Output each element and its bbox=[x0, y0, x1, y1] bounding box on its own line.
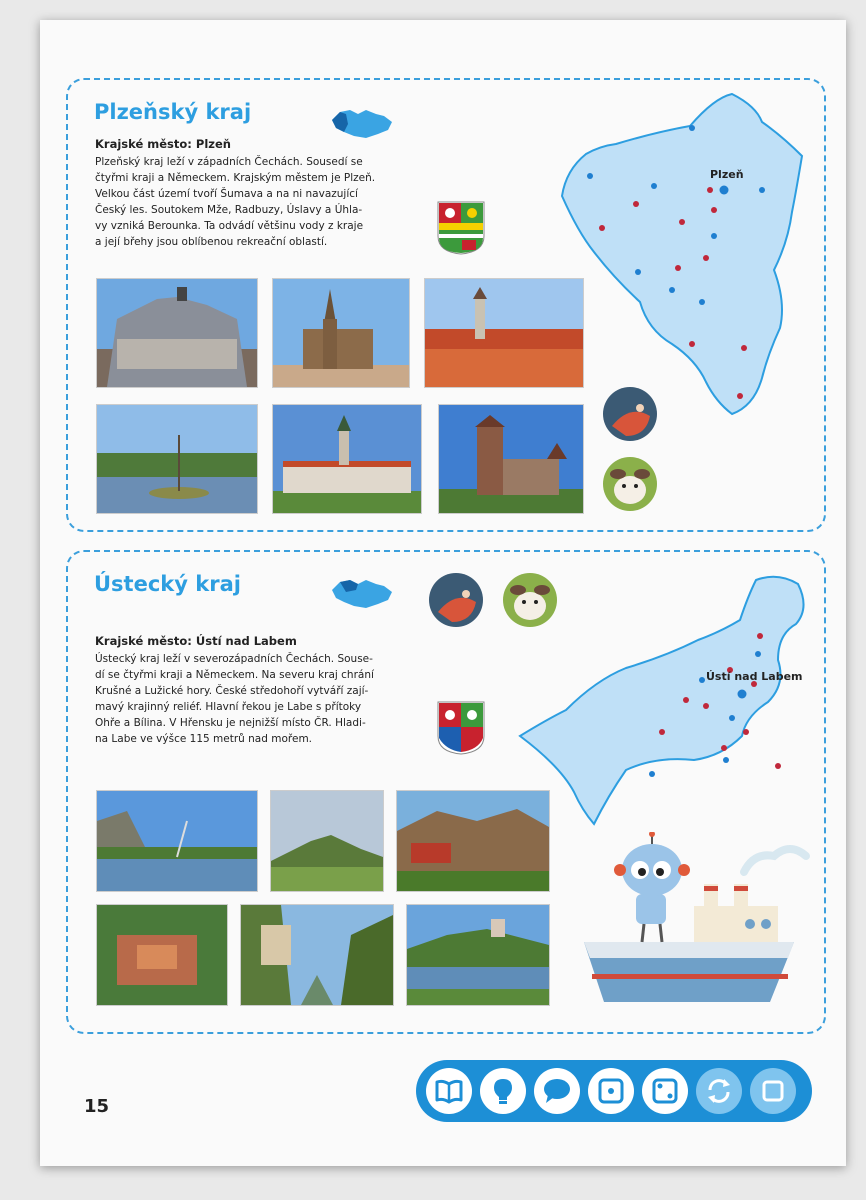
book-icon bbox=[426, 1068, 472, 1114]
section-description: Ústecký kraj leží v severozápadních Čechách. Sousе- dí se čtyřmi kraji a Německem. Na severu kraj chrání Krušné a Lužické hory. České středohoří vytváří zají- mavý krajinný reliéf. Hlavní řekou je Labe s přítoky Ohře a Bílina. V Hřensku je nejnižší místo ČR. Hladi- na Labe ve výšce 115 metrů nad mořem. bbox=[95, 653, 374, 745]
photo-river-labe[interactable] bbox=[96, 790, 258, 892]
toolbar-dice-one-button[interactable] bbox=[588, 1068, 634, 1114]
repeat-icon bbox=[696, 1068, 742, 1114]
map-city-label: Plzeň bbox=[710, 168, 744, 181]
photo-cathedral[interactable] bbox=[272, 278, 410, 388]
robot-boat-illustration bbox=[574, 832, 810, 1022]
stop-icon bbox=[750, 1068, 796, 1114]
page-number: 15 bbox=[84, 1096, 110, 1117]
photo-lake[interactable] bbox=[96, 404, 258, 514]
toolbar-hint-button[interactable] bbox=[480, 1068, 526, 1114]
tool-toolbar bbox=[416, 1060, 812, 1122]
section-description: Plzeňský kraj leží v západních Čechách. Sousedí se čtyřmi kraji a Německem. Krajským městem je Plzeň. Velkou část území tvoří Šumava a na ni navazující Český les. Soutokem Mže, Radbuzy, Úslavy a Úhla- vy vzniká Berounka. Ta odvádí většinu vody z kraje a její břehy jsou oblíbenou rekreační oblastí. bbox=[95, 156, 376, 248]
czech-mini-map-icon bbox=[330, 576, 396, 612]
region-map-plzen[interactable] bbox=[556, 92, 810, 422]
photo-hill-landscape[interactable] bbox=[270, 790, 384, 892]
section-title[interactable]: Ústecký kraj bbox=[94, 572, 241, 596]
toolbar-dice-two-button[interactable] bbox=[642, 1068, 688, 1114]
activity-cow-icon[interactable] bbox=[602, 456, 658, 512]
photo-town-hall[interactable] bbox=[96, 278, 258, 388]
activity-medal-icon[interactable] bbox=[428, 572, 484, 628]
toolbar-stop-button[interactable] bbox=[750, 1068, 796, 1114]
map-city-label: Ústí nad Labem bbox=[706, 670, 803, 683]
toolbar-repeat-button[interactable] bbox=[696, 1068, 742, 1114]
photo-aerial-town[interactable] bbox=[96, 904, 228, 1006]
dice-two-icon bbox=[642, 1068, 688, 1114]
capital-city-label: Krajské město: Ústí nad Labem bbox=[95, 634, 297, 648]
capital-city-label: Krajské město: Plzeň bbox=[95, 137, 231, 151]
photo-hrensko-gorge[interactable] bbox=[240, 904, 394, 1006]
lightbulb-icon bbox=[480, 1068, 526, 1114]
photo-town-square[interactable] bbox=[272, 404, 422, 514]
region-map-usti[interactable] bbox=[516, 560, 812, 830]
region-crest-icon[interactable] bbox=[436, 700, 486, 756]
dice-one-icon bbox=[588, 1068, 634, 1114]
toolbar-book-button[interactable] bbox=[426, 1068, 472, 1114]
speech-bubble-icon bbox=[534, 1068, 580, 1114]
region-crest-icon[interactable] bbox=[436, 200, 486, 256]
section-title[interactable]: Plzeňský kraj bbox=[94, 100, 252, 124]
czech-mini-map-icon bbox=[330, 106, 396, 142]
toolbar-speech-button[interactable] bbox=[534, 1068, 580, 1114]
book-page bbox=[40, 20, 846, 1166]
photo-castle-river[interactable] bbox=[406, 904, 550, 1006]
